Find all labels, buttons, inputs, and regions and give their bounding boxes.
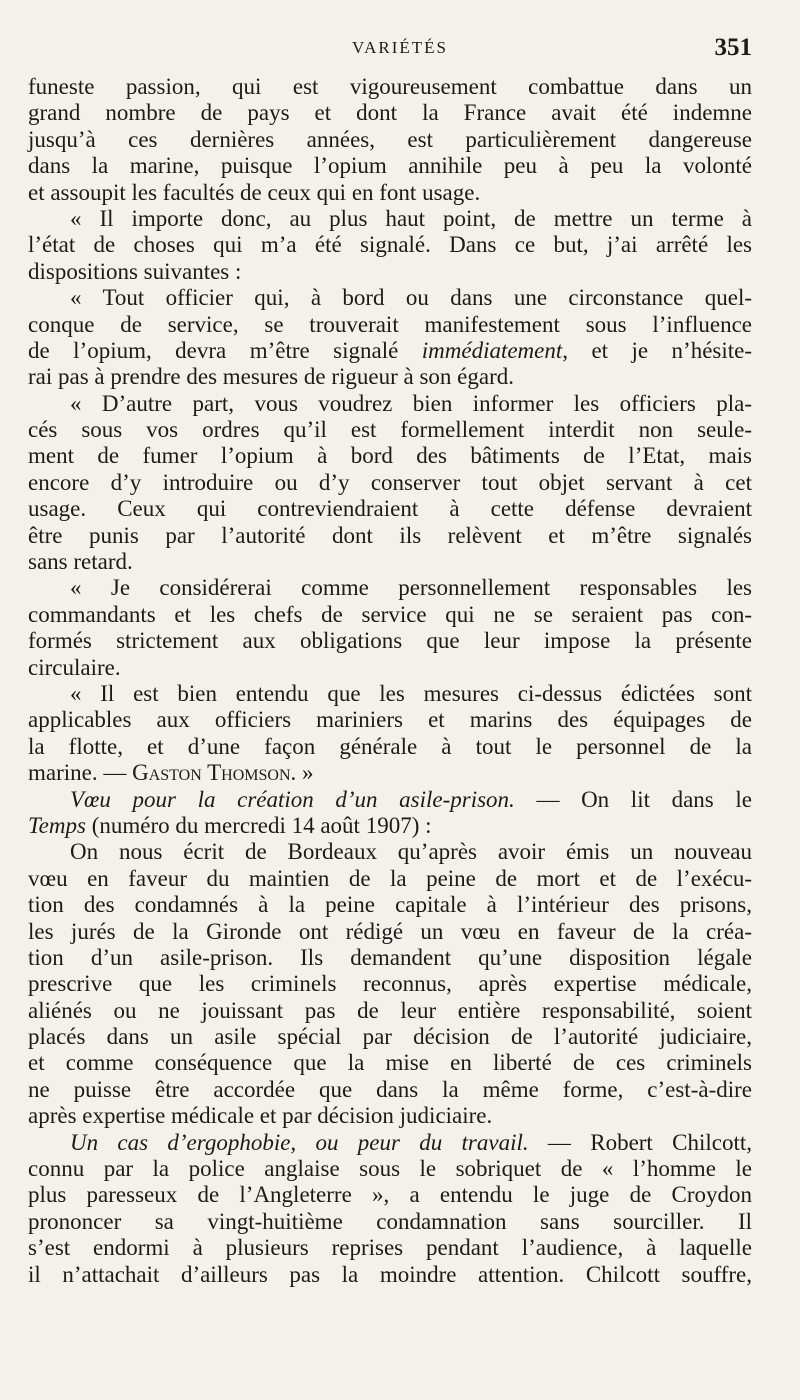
text-segment: . » (290, 760, 314, 786)
text-line: être punis par l’autorité dont ils relèvent et m’être signalés (28, 522, 752, 548)
text-segment: marine. — (28, 760, 133, 786)
text-line: aliénés ou ne jouissant pas de leur entière responsabilité, soient (28, 997, 752, 1023)
text-line: la flotte, et d’une façon générale à tout le personnel de la (28, 733, 752, 759)
text-line: dispositions suivantes : (28, 258, 242, 284)
text-line: il n’attachait d’ailleurs pas la moindre attention. Chilcott souffre, (28, 1261, 752, 1287)
text-line: l’état de choses qui m’a été signalé. Dans ce but, j’ai arrêté les (28, 232, 752, 258)
text-line: conque de service, se trouverait manifestement sous l’influence (28, 311, 752, 337)
text-line: prescrive que les criminels reconnus, après expertise médicale, (28, 971, 752, 997)
text-segment: — Robert Chilcott, (528, 1129, 752, 1155)
text-line: plus paresseux de l’Angleterre », a entendu le juge de Croydon (28, 1182, 752, 1208)
text-line (28, 1130, 752, 1156)
text-line: et comme conséquence que la mise en liberté de ces criminels (28, 1050, 752, 1076)
text-line: s’est endormi à plusieurs reprises pendant l’audience, à laquelle (28, 1235, 752, 1261)
text-line: « Je considérerai comme personnellement responsables les (70, 575, 752, 601)
text-segment: Gaston Thomson (132, 760, 291, 786)
text-line: « D’autre part, vous voudrez bien informer les officiers pla- (70, 390, 752, 416)
text-segment: immédiatement (421, 337, 563, 363)
text-line: applicables aux officiers mariniers et marins des équipages de (28, 707, 752, 733)
text-line: placés dans un asile spécial par décision de l’autorité judiciaire, (28, 1024, 752, 1050)
text-segment: Temps (28, 812, 86, 838)
text-line: prononcer sa vingt-huitième condamnation sans sourciller. Il (28, 1208, 752, 1234)
page-number: 351 (714, 34, 752, 61)
text-line: « Il importe donc, au plus haut point, de mettre un terme à (70, 205, 752, 231)
text-line: ment de fumer l’opium à bord des bâtiments de l’Etat, mais (28, 443, 752, 469)
text-line: funeste passion, qui est vigoureusement combattue dans un (28, 74, 752, 99)
text-line: « Il est bien entendu que les mesures ci-dessus édictées sont (70, 680, 752, 706)
text-line: ne puisse être accordée que dans la même forme, c’est-à-dire (28, 1076, 752, 1102)
text-segment: de l’opium, devra m’être signalé (28, 337, 422, 363)
text-line: « Tout officier qui, à bord ou dans une circonstance quel- (70, 285, 752, 311)
text-line: après expertise médicale et par décision judiciaire. (28, 1103, 493, 1129)
text-line: usage. Ceux qui contreviendraient à cette défense devraient (28, 496, 752, 522)
text-segment: Un cas d’ergophobie, ou peur du travail. (70, 1129, 529, 1155)
text-line: et assoupit les facultés de ceux qui en font usage. (28, 179, 481, 205)
text-line: encore d’y introduire ou d’y conserver tout objet servant à cet (28, 469, 752, 495)
text-segment: Vœu pour la création d’un asile-prison. (70, 786, 515, 812)
text-line: On nous écrit de Bordeaux qu’après avoir émis un nouveau (70, 839, 752, 865)
text-line: commandants et les chefs de service qui ne se seraient pas con- (28, 601, 752, 627)
text-line: cés sous vos ordres qu’il est formellement interdit non seule- (28, 417, 752, 443)
text-line (28, 338, 752, 364)
text-line (28, 760, 752, 786)
text-line (28, 787, 752, 813)
text-line: jusqu’à ces dernières années, est particulièrement dangereuse (28, 126, 752, 152)
text-line: sans retard. (28, 549, 133, 575)
text-line: dans la marine, puisque l’opium annihile peu à peu la volonté (28, 153, 752, 179)
text-line: les jurés de la Gironde ont rédigé un vœu en faveur de la créa- (28, 918, 752, 944)
text-line: formés strictement aux obligations que leur impose la présente (28, 628, 752, 654)
text-line: vœu en faveur du maintien de la peine de mort et de l’exécu- (28, 865, 752, 891)
text-segment: — On lit dans le (514, 786, 752, 812)
body-text (28, 74, 752, 1288)
text-segment: (numéro du mercredi 14 août 1907) : (85, 812, 432, 838)
text-line: grand nombre de pays et dont la France avait été indemne (28, 100, 752, 126)
text-line: rai pas à prendre des mesures de rigueur à son égard. (28, 364, 514, 390)
text-line: connu par la police anglaise sous le sobriquet de « l’homme le (28, 1156, 752, 1182)
text-line: tion des condamnés à la peine capitale à l’intérieur des prisons, (28, 892, 752, 918)
running-title: VARIÉTÉS (352, 38, 448, 57)
text-line (28, 813, 752, 839)
page-header (0, 34, 800, 68)
text-line: tion d’un asile-prison. Ils demandent qu’une disposition légale (28, 944, 752, 970)
text-segment: , et je n’hésite- (562, 337, 753, 363)
text-line: circulaire. (28, 654, 121, 680)
